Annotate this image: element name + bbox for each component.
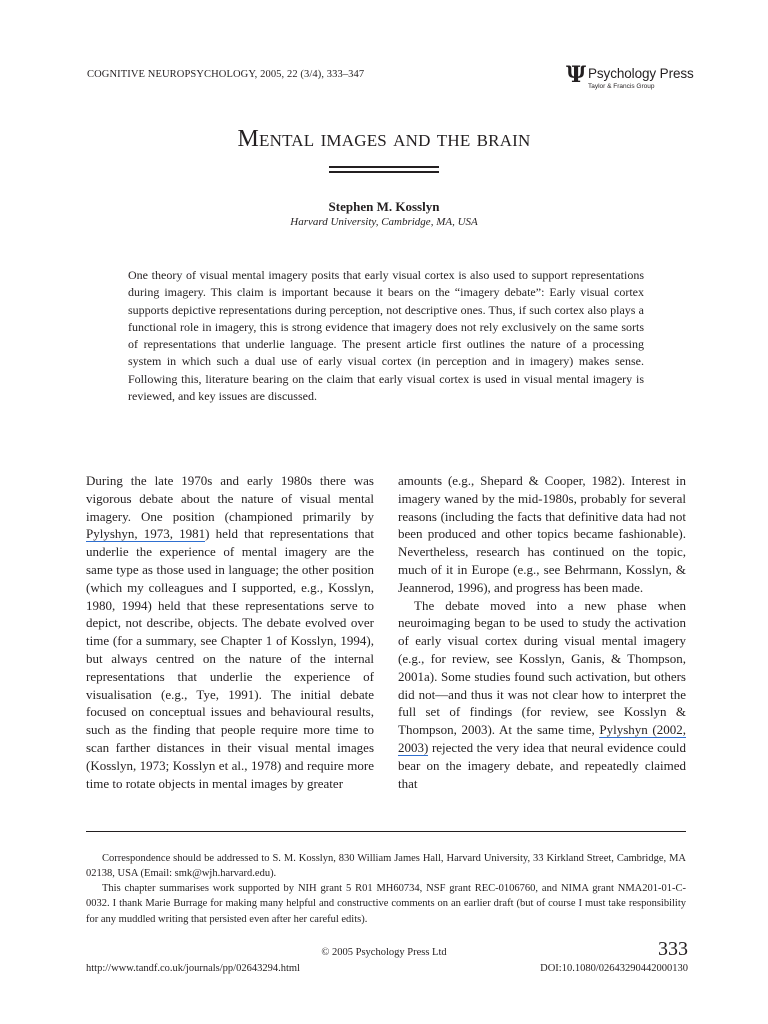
copyright: © 2005 Psychology Press Ltd — [321, 947, 447, 958]
title-rule-bottom — [329, 171, 439, 173]
body-paragraph: amounts (e.g., Shepard & Cooper, 1982). Interest in imagery waned by the mid-1980s, probably for several reasons (including the facts that definitive data had not been produced and other topics became fashionable). Nevertheless, research has continued on the topic, much of it in Europe (e.g., see Behrmann, Kosslyn, & Jeannerod, 1996), and progress has been made. — [398, 473, 686, 595]
body-column-left — [86, 472, 374, 792]
footnote-divider — [86, 831, 686, 832]
journal-citation: COGNITIVE NEUROPSYCHOLOGY, 2005, 22 (3/4), 333–347 — [87, 69, 365, 80]
publisher-group: Taylor & Francis Group — [588, 83, 655, 90]
citation-link[interactable]: Pylyshyn (2002, 2003) — [398, 722, 687, 755]
doi: DOI:10.1080/02643290442000130 — [540, 963, 688, 974]
journal-url[interactable]: http://www.tandf.co.uk/journals/pp/02643294.html — [86, 963, 300, 974]
body-column-right — [398, 472, 686, 792]
publisher-name: Psychology Press — [588, 66, 694, 81]
body-text: During the late 1970s and early 1980s there was vigorous debate about the nature of visual mental imagery. One position (championed primarily by — [86, 473, 374, 524]
psi-logo-icon: Ψ — [566, 62, 587, 88]
citation-link[interactable]: Pylyshyn, 1973, 1981 — [86, 526, 206, 542]
body-paragraph — [398, 597, 686, 793]
title-rule-top — [329, 166, 439, 168]
body-text: ) held that representations that underlie the experience of mental imagery are the same type as those used in language; the other position (which my colleagues and I supported, e.g., Kosslyn, 1980, 1994) held that these representations serve to depict, not describe, objects. The debate evolved over time (for a summary, see Chapter 1 of Kosslyn, 1994), but always centred on the nature of the internal representations that underlie the experience of visualisation (e.g., Tye, 1991). The initial debate focused on conceptual issues and behavioural results, such as the finding that people require more time to scan farther distances in their visual mental images (Kosslyn, 1973; Kosslyn et al., 1978) and require more time to rotate objects in mental images by greater — [86, 526, 374, 791]
author-name: Stephen M. Kosslyn — [328, 199, 440, 214]
abstract: One theory of visual mental imagery posits that early visual cortex is also used to support representations during imagery. This claim is important because it bears on the “imagery debate”: Early visual cortex supports depictive representations during perception, not descriptive ones. Thus, if such cortex also plays a functional role in imagery, this is strong evidence that imagery does not rely exclusively on the same sorts of representations that underlie language. The present article first outlines the nature of a processing system in which such a dual use of early visual cortex (in perception and in imagery) makes sense. Following this, literature bearing on the claim that early visual cortex is used in visual mental imagery is reviewed, and key issues are discussed. — [128, 268, 644, 404]
article-title: Mental images and the brain — [237, 126, 531, 152]
acknowledgement-footnote: This chapter summarises work supported by NIH grant 5 R01 MH60734, NSF grant REC-0106760, and NIMA grant NMA201-01-C-0032. I thank Marie Burrage for making many helpful and constructive comments on an earlier draft (but of course I must take responsibility for any muddled writing that persisted even after her careful edits). — [86, 883, 686, 925]
body-text: rejected the very idea that neural evidence could bear on the imagery debate, and repeatedly claimed that — [398, 739, 686, 791]
correspondence-footnote: Correspondence should be addressed to S. M. Kosslyn, 830 William James Hall, Harvard University, 33 Kirkland Street, Cambridge, MA 02138, USA (Email: smk@wjh.harvard.edu). — [86, 853, 686, 880]
body-paragraph — [86, 472, 374, 792]
author-affiliation: Harvard University, Cambridge, MA, USA — [290, 216, 478, 228]
body-text: The debate moved into a new phase when neuroimaging began to be used to study the activation of early visual cortex during visual mental imagery (e.g., for review, see Kosslyn, Ganis, & Thompson, 2001a). Some studies found such activation, but others did not—and thus it was not clear how to interpret the full set of findings (for review, see Kosslyn & Thompson, 2003). At the same time, — [398, 597, 686, 738]
page-number: 333 — [658, 938, 688, 960]
